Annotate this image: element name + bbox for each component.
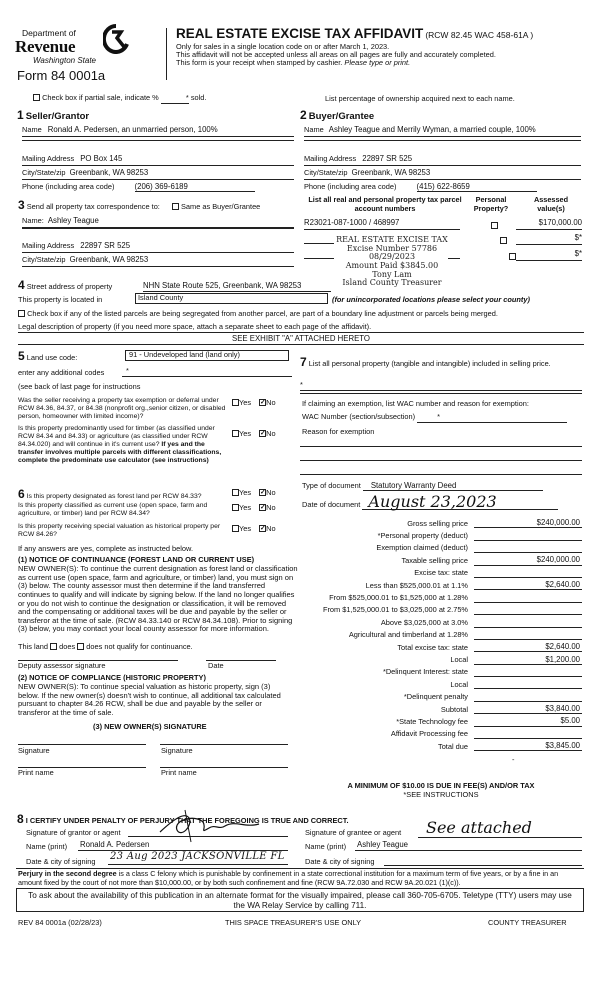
- tax-row-value[interactable]: [474, 602, 582, 603]
- tax-row-label: From $525,000.01 to $1,525,000 at 1.28%: [329, 593, 468, 602]
- owner-sig-1-label: Signature: [18, 746, 50, 755]
- grantor-sig-label: Signature of grantor or agent: [26, 828, 121, 837]
- tax-row-label: Affidavit Processing fee: [390, 729, 468, 739]
- does-not-checkbox[interactable]: [77, 643, 84, 650]
- reason-label: Reason for exemption: [302, 427, 375, 436]
- buyer-city-field[interactable]: City/State/zip Greenbank, WA 98253: [304, 168, 581, 180]
- form-title: REAL ESTATE EXCISE TAX AFFIDAVIT (RCW 82.45 WAC 458-61A ): [176, 26, 534, 41]
- uninc-note: (for unincorporated locations please select your county): [332, 295, 530, 304]
- exemption-answer: Yes ✓No: [232, 399, 276, 408]
- does-checkbox[interactable]: [50, 643, 57, 650]
- corr-name-field[interactable]: Name: Ashley Teague: [22, 216, 294, 228]
- segregation-checkbox[interactable]: [18, 310, 25, 317]
- assessed-1[interactable]: $170,000.00: [516, 218, 582, 230]
- street-heading: 4 Street address of property: [18, 278, 113, 292]
- seller-city-field[interactable]: City/State/zip Greenbank, WA 98253: [22, 168, 294, 180]
- tax-row: [296, 578, 582, 590]
- doc-date-field[interactable]: August 23,2023: [362, 495, 558, 510]
- tax-row-label: From $1,525,000.01 to $3,025,000 at 2.75%: [322, 605, 468, 615]
- tax-row: [296, 590, 582, 602]
- tax-row: [296, 541, 582, 553]
- exemption-yes[interactable]: [232, 399, 239, 406]
- personal-1-checkbox[interactable]: [491, 222, 498, 229]
- tax-row-label: Exemption claimed (deduct): [376, 543, 468, 553]
- accessibility-note: To ask about the availability of this publication in an alternate format for the visually impaired, please call 360-705-6705. Teletype (TTY) users may use the WA Relay Service by calling 711.: [16, 888, 584, 912]
- add-codes-field[interactable]: *: [122, 367, 292, 377]
- owner-print-1-label: Print name: [18, 768, 54, 777]
- header-notes: Only for sales in a single location code on or after March 1, 2023. This affidavit will not be accepted unless all areas on all pages are fully and accurately completed. This form is your receipt when stamped by cashier. Please type or print.: [176, 42, 496, 68]
- grantor-signature: [155, 808, 265, 844]
- see-instructions: *SEE INSTRUCTIONS: [403, 790, 479, 799]
- forest-q3: Is this property receiving special valuation as historical property per RCW 84.26?: [18, 523, 221, 539]
- doc-type-field[interactable]: Statutory Warranty Deed: [363, 481, 543, 491]
- assessed-2[interactable]: $*: [516, 233, 582, 245]
- landuse-heading: 5 Land use code:: [18, 349, 78, 363]
- timber-answer: Yes ✓No: [232, 430, 276, 439]
- exemption-no[interactable]: ✓: [260, 398, 266, 406]
- doc-type-row: Type of document Statutory Warranty Deed: [302, 481, 543, 491]
- county-select[interactable]: Island County: [135, 293, 328, 304]
- personal-2-checkbox[interactable]: [500, 237, 507, 244]
- qualify-row: This land does does not qualify for continuance.: [18, 642, 193, 651]
- grantor-date-field[interactable]: 23 Aug 2023 JACKSONVILLE FL: [108, 851, 288, 865]
- grantor-print-field[interactable]: Ronald A. Pedersen: [78, 840, 288, 851]
- parcel-1[interactable]: R23021-087-1000 / 468997: [304, 218, 460, 230]
- tax-row: [296, 665, 582, 677]
- forest-no[interactable]: ✓: [260, 488, 266, 496]
- street-value[interactable]: NHN State Route 525, Greenbank, WA 98253: [143, 281, 331, 292]
- grantee-print-field[interactable]: Ashley Teague: [355, 840, 582, 851]
- wac-field[interactable]: WAC Number (section/subsection) *: [302, 413, 567, 423]
- tax-row: [296, 702, 582, 714]
- grantor-print-label: Name (print): [26, 842, 68, 851]
- same-as-buyer-checkbox[interactable]: [172, 203, 179, 210]
- forest-yes[interactable]: [232, 489, 239, 496]
- tax-row-value[interactable]: [474, 738, 582, 739]
- new-owner-sig-heading: (3) NEW OWNER(S) SIGNATURE: [93, 722, 207, 731]
- logo-state: Washington State: [33, 56, 97, 65]
- tax-row-value[interactable]: [474, 614, 582, 615]
- tax-row-value[interactable]: [474, 701, 582, 702]
- tax-row-label: Subtotal: [440, 704, 468, 714]
- tax-row-label: Taxable selling price: [401, 555, 468, 565]
- tax-row-value[interactable]: $5.00: [474, 716, 582, 726]
- logo-revenue: Revenue: [15, 37, 76, 56]
- forest-q4: If any answers are yes, complete as instructed below.: [18, 544, 193, 553]
- form-number: Form 84 0001a: [17, 68, 106, 83]
- timber-no[interactable]: ✓: [260, 429, 266, 437]
- tax-row-label: *Delinquent Interest: state: [382, 667, 468, 677]
- forest-q2: Is this property classified as current use (open space, farm and agriculture, or timber) land per RCW 84.34?: [18, 502, 208, 518]
- seller-phone-field[interactable]: Phone (including area code) (206) 369-6189: [22, 182, 294, 194]
- tax-row-label: Local: [450, 679, 468, 689]
- tax-row: [296, 628, 582, 640]
- corr-mail-field[interactable]: Mailing Address 22897 SR 525: [22, 241, 294, 253]
- personal-field[interactable]: *: [300, 381, 582, 391]
- exemption-question: Was the seller receiving a property tax exemption or deferral under RCW 84.36, 84.37, or 84.38 (nonprofit org.,senior citizen, or disabled person, homeowner with limited income)?: [18, 397, 226, 421]
- landuse-select[interactable]: 91 - Undeveloped land (land only): [125, 350, 289, 361]
- owner-print-2-label: Print name: [161, 768, 197, 777]
- historic-answer: Yes ✓No: [232, 525, 276, 534]
- tax-row: [296, 615, 582, 627]
- grantor-date-label: Date & city of signing: [26, 857, 96, 866]
- timber-question: Is this property predominantly used for timber (as classified under RCW 84.34 and 84.33) or agriculture (as classified under RCW 84.34.020) and will continue in it's current use? If yes and the transfer involves multiple parcels with different classifications, complete the predominate use calculator (see instructions): [18, 425, 222, 465]
- segregation-row: Check box if any of the listed parcels are being segregated from another parcel, are part of a boundary line adjustment or parcels being merged.: [18, 310, 498, 319]
- tax-row: [296, 739, 582, 751]
- buyer-mail-field[interactable]: Mailing Address 22897 SR 525: [304, 154, 581, 166]
- personal-header: Personal Property?: [473, 195, 509, 213]
- parcel-header: List all real and personal property tax parcel account numbers: [308, 195, 462, 213]
- tax-row-value[interactable]: [474, 552, 582, 553]
- tax-row-value[interactable]: [474, 688, 582, 689]
- minimum-note: A MINIMUM OF $10.00 IS DUE IN FEE(S) AND/OR TAX: [347, 781, 535, 790]
- tax-row-label: Gross selling price: [407, 518, 468, 528]
- partial-sale-checkbox[interactable]: [33, 94, 40, 101]
- tax-table: [296, 516, 582, 751]
- certify-heading: 8 I CERTIFY UNDER PENALTY OF PERJURY THAT THE FOREGOING IS TRUE AND CORRECT.: [17, 812, 349, 826]
- grantee-sig-field[interactable]: See attached: [418, 820, 582, 838]
- buyer-name-field[interactable]: Name Ashley Teague and Merrily Wyman, a married couple, 100%: [304, 125, 581, 137]
- tax-row: [296, 553, 582, 565]
- logo-dept: Department of: [22, 28, 76, 38]
- current-use-no[interactable]: ✓: [260, 503, 266, 511]
- seller-mail-field[interactable]: Mailing Address PO Box 145: [22, 154, 294, 166]
- ownership-note: List percentage of ownership acquired next to each name.: [325, 94, 515, 103]
- continuance-text: NEW OWNER(S): To continue the current designation as forest land or classification as current use (open space, farm and agriculture, or timber) land, you must sign on (3) below. The county assessor must then determine if the land transferred continues to qualify and will indicate by signing below. If the land no longer qualifies or you do not wish to continue the designation or classification, it will be removed and the compensating or additional taxes will be due and payable by the seller or transferor at the time of sale. (RCW 84.33.140 or RCW 84.34.108). Prior to signing (3) below, you may contact your local county assessor for more information.: [18, 564, 298, 634]
- historic-no[interactable]: ✓: [260, 524, 266, 532]
- seller-heading: 1 Seller/Grantor: [17, 108, 90, 122]
- corr-heading: 3 Send all property tax correspondence to: Same as Buyer/Grantee: [18, 198, 261, 212]
- perjury-note: Perjury in the second degree is a class C felony which is punishable by confinement in a state correctional institution for a maximum term of five years, or by a fine in an amount fixed by the court of not more than $10,000.00, or by both such confinement and fine (RCW 9A.72.030 and RCW 9A.20.021 (1)(c)).: [18, 869, 559, 887]
- tax-row-value[interactable]: $240,000.00: [474, 555, 582, 565]
- buyer-heading: 2 Buyer/Grantee: [300, 108, 375, 122]
- tax-row-value[interactable]: [474, 577, 582, 578]
- tax-row-label: Excise tax: state: [414, 568, 468, 578]
- tax-row: [296, 689, 582, 701]
- tax-row: [296, 677, 582, 689]
- tax-row: [296, 603, 582, 615]
- tax-row: [296, 640, 582, 652]
- tax-row: [296, 516, 582, 528]
- forest-answer: Yes ✓No: [232, 489, 276, 498]
- tax-row: [296, 566, 582, 578]
- grantee-date-field[interactable]: [384, 865, 582, 866]
- treasurer-use: THIS SPACE TREASURER'S USE ONLY: [225, 918, 362, 927]
- legal-value[interactable]: SEE EXHIBIT "A" ATTACHED HERETO: [18, 334, 584, 345]
- total-dash: -: [512, 755, 515, 764]
- tax-row-label: Total due: [438, 741, 468, 751]
- wac-question: If claiming an exemption, list WAC number and reason for exemption:: [302, 399, 529, 408]
- corr-city-field[interactable]: City/State/zip Greenbank, WA 98253: [22, 255, 294, 267]
- seller-name-field[interactable]: Name Ronald A. Pedersen, an unmarried person, 100%: [22, 125, 294, 137]
- see-back-note: (see back of last page for instructions: [18, 382, 141, 391]
- doc-date-row: Date of document August 23,2023: [302, 495, 558, 510]
- tax-row-value[interactable]: $3,840.00: [474, 704, 582, 714]
- tax-row-label: *Personal property (deduct): [377, 531, 468, 541]
- historic-yes[interactable]: [232, 525, 239, 532]
- grantee-sig-label: Signature of grantee or agent: [305, 828, 402, 837]
- deputy-sig-label: Deputy assessor signature: [18, 661, 106, 670]
- continuance-heading: (1) NOTICE OF CONTINUANCE (FOREST LAND OR CURRENT USE): [18, 555, 255, 564]
- assessed-header: Assessed value(s): [533, 195, 569, 213]
- owner-sig-2-label: Signature: [161, 746, 193, 755]
- grantee-print-label: Name (print): [305, 842, 347, 851]
- tax-row: [296, 714, 582, 726]
- partial-sale-row: Check box if partial sale, indicate % * sold.: [33, 94, 206, 104]
- tax-row-label: *State Technology fee: [396, 716, 468, 726]
- tax-row-label: Above $3,025,000 at 3.0%: [380, 617, 468, 627]
- tax-row-label: Less than $525,000.01 at 1.1%: [365, 580, 468, 590]
- current-use-answer: Yes ✓No: [232, 504, 276, 513]
- county-treasurer: COUNTY TREASURER: [488, 918, 567, 927]
- tax-row-label: Agricultural and timberland at 1.28%: [348, 630, 468, 640]
- tax-row-label: *Delinquent penalty: [403, 692, 468, 702]
- tax-row-label: Total excise tax: state: [397, 642, 468, 652]
- compliance-text: NEW OWNER(S): To continue special valuation as historic property, sign (3) below. If the new owner(s) doesn't wish to continue, all additional tax calculated pursuant to chapter 84.26 RCW, shall be due and payable by the seller or transferor at the time of sale.: [18, 682, 281, 717]
- tax-row-label: Local: [450, 654, 468, 664]
- logo-mark-icon: [103, 24, 129, 54]
- legal-label: Legal description of property (if you need more space, attach a separate sheet to each page of the affidavit).: [18, 323, 584, 333]
- forest-q1: 6 Is this property designated as forest land per RCW 84.33?: [18, 487, 202, 501]
- grantee-date-label: Date & city of signing: [305, 857, 375, 866]
- tax-row-value[interactable]: [474, 627, 582, 628]
- tax-row: [296, 652, 582, 664]
- personal-heading: 7 List all personal property (tangible and intangible) included in selling price.: [300, 355, 551, 369]
- tax-row-value[interactable]: $2,640.00: [474, 642, 582, 652]
- tax-row-value[interactable]: $2,640.00: [474, 580, 582, 590]
- located-label: This property is located in: [18, 295, 103, 304]
- buyer-phone-field[interactable]: Phone (including area code) (415) 622-8659: [304, 182, 581, 194]
- tax-row-value[interactable]: $3,845.00: [474, 741, 582, 751]
- tax-row: [296, 528, 582, 540]
- rev-number: REV 84 0001a (02/28/23): [18, 918, 102, 927]
- assessed-3[interactable]: $*: [516, 249, 582, 261]
- tax-row-value[interactable]: [474, 676, 582, 677]
- tax-row-value[interactable]: $240,000.00: [474, 518, 582, 528]
- compliance-heading: (2) NOTICE OF COMPLIANCE (HISTORIC PROPERTY): [18, 673, 206, 682]
- add-codes-label: enter any additional codes: [18, 368, 105, 377]
- tax-row-value[interactable]: [474, 639, 582, 640]
- current-use-yes[interactable]: [232, 504, 239, 511]
- timber-yes[interactable]: [232, 430, 239, 437]
- deputy-date-label: Date: [208, 661, 224, 670]
- tax-row: [296, 727, 582, 739]
- tax-row-value[interactable]: [474, 540, 582, 541]
- treasurer-stamp: REAL ESTATE EXCISE TAX Excise Number 57786 08/29/2023 Amount Paid $3845.00 Tony Lam Island County Treasurer: [336, 235, 448, 288]
- tax-row-value[interactable]: $1,200.00: [474, 655, 582, 665]
